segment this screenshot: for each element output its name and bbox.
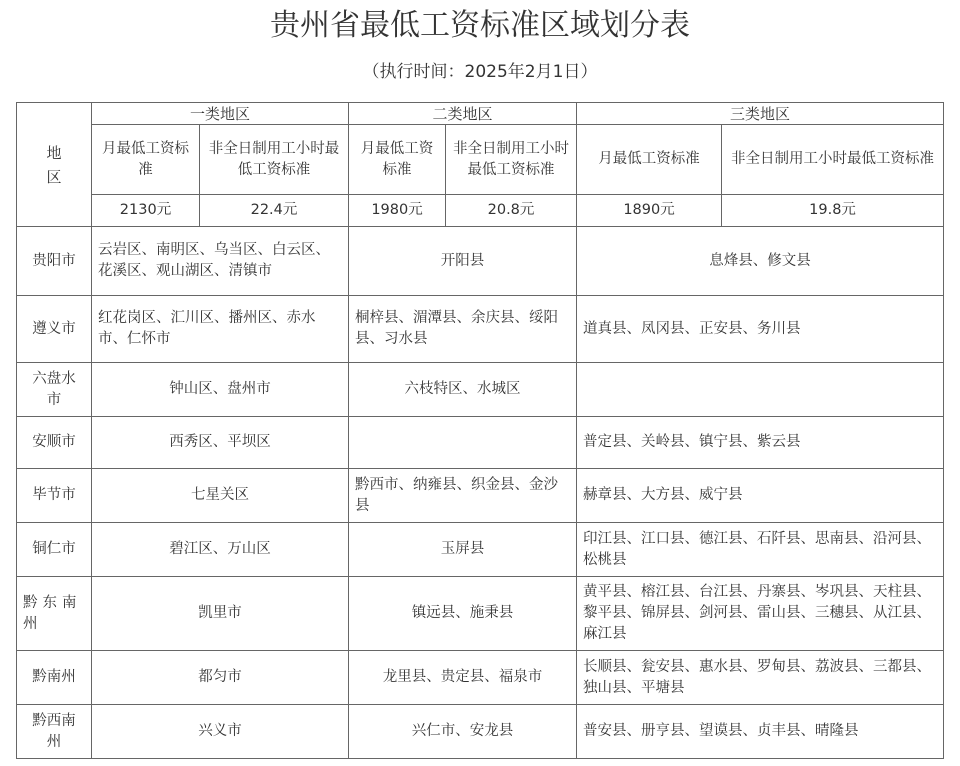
table-row xyxy=(17,577,944,651)
category-3-cell: 道真县、凤冈县、正安县、务川县 xyxy=(577,296,944,363)
category-3-cell: 普安县、册亨县、望谟县、贞丰县、晴隆县 xyxy=(577,705,944,759)
table-row xyxy=(17,469,944,523)
category-1-cell: 西秀区、平坝区 xyxy=(92,417,349,469)
category-2-cell: 桐梓县、湄潭县、余庆县、绥阳县、习水县 xyxy=(349,296,577,363)
effective-date: （执行时间：2025年2月1日） xyxy=(362,62,598,82)
table-row xyxy=(17,651,944,705)
table-row xyxy=(17,227,944,296)
cat1-hourly-value: 22.4元 xyxy=(200,195,349,227)
cat3-hourly-header: 非全日制用工小时最低工资标准 xyxy=(722,125,944,195)
category-2-cell: 龙里县、贵定县、福泉市 xyxy=(349,651,577,705)
cat1-monthly-value: 2130元 xyxy=(92,195,200,227)
table-row xyxy=(17,363,944,417)
category-3-cell xyxy=(577,363,944,417)
category-3-header: 三类地区 xyxy=(577,103,944,125)
region-cell: 铜仁市 xyxy=(17,523,92,577)
category-2-cell: 开阳县 xyxy=(349,227,577,296)
category-3-cell: 息烽县、修文县 xyxy=(577,227,944,296)
category-2-cell: 六枝特区、水城区 xyxy=(349,363,577,417)
category-2-cell: 兴仁市、安龙县 xyxy=(349,705,577,759)
category-1-cell: 七星关区 xyxy=(92,469,349,523)
table-row xyxy=(17,523,944,577)
category-3-cell: 长顺县、瓮安县、惠水县、罗甸县、荔波县、三都县、独山县、平塘县 xyxy=(577,651,944,705)
category-1-cell: 钟山区、盘州市 xyxy=(92,363,349,417)
region-cell: 黔南州 xyxy=(17,651,92,705)
wage-table xyxy=(16,102,944,759)
category-1-cell: 云岩区、南明区、乌当区、白云区、花溪区、观山湖区、清镇市 xyxy=(92,227,349,296)
category-2-cell xyxy=(349,417,577,469)
category-1-cell: 凯里市 xyxy=(92,577,349,651)
category-2-header: 二类地区 xyxy=(349,103,577,125)
cat2-monthly-header: 月最低工资标准 xyxy=(349,125,446,195)
cat2-hourly-header: 非全日制用工小时最低工资标准 xyxy=(446,125,577,195)
region-cell: 黔西南州 xyxy=(17,705,92,759)
category-1-cell: 兴义市 xyxy=(92,705,349,759)
category-1-cell: 红花岗区、汇川区、播州区、赤水市、仁怀市 xyxy=(92,296,349,363)
category-1-cell: 碧江区、万山区 xyxy=(92,523,349,577)
table-row xyxy=(17,705,944,759)
category-2-cell: 玉屏县 xyxy=(349,523,577,577)
table-row xyxy=(17,417,944,469)
region-cell: 遵义市 xyxy=(17,296,92,363)
region-header: 地区 xyxy=(17,103,92,227)
category-3-cell: 普定县、关岭县、镇宁县、紫云县 xyxy=(577,417,944,469)
region-cell: 六盘水市 xyxy=(17,363,92,417)
cat2-hourly-value: 20.8元 xyxy=(446,195,577,227)
page-title: 贵州省最低工资标准区域划分表 xyxy=(270,8,690,43)
cat2-monthly-value: 1980元 xyxy=(349,195,446,227)
cat1-monthly-header: 月最低工资标准 xyxy=(92,125,200,195)
category-3-cell: 印江县、江口县、德江县、石阡县、思南县、沿河县、松桃县 xyxy=(577,523,944,577)
category-2-cell: 黔西市、纳雍县、织金县、金沙县 xyxy=(349,469,577,523)
category-3-cell: 黄平县、榕江县、台江县、丹寨县、岑巩县、天柱县、黎平县、锦屏县、剑河县、雷山县、三穗县、从江县、麻江县 xyxy=(577,577,944,651)
category-2-cell: 镇远县、施秉县 xyxy=(349,577,577,651)
table-row xyxy=(17,296,944,363)
region-cell: 安顺市 xyxy=(17,417,92,469)
cat3-hourly-value: 19.8元 xyxy=(722,195,944,227)
cat1-hourly-header: 非全日制用工小时最低工资标准 xyxy=(200,125,349,195)
region-cell: 毕节市 xyxy=(17,469,92,523)
region-cell: 黔东南州 xyxy=(17,577,92,651)
cat3-monthly-header: 月最低工资标准 xyxy=(577,125,722,195)
cat3-monthly-value: 1890元 xyxy=(577,195,722,227)
category-1-cell: 都匀市 xyxy=(92,651,349,705)
category-1-header: 一类地区 xyxy=(92,103,349,125)
category-3-cell: 赫章县、大方县、威宁县 xyxy=(577,469,944,523)
region-cell: 贵阳市 xyxy=(17,227,92,296)
